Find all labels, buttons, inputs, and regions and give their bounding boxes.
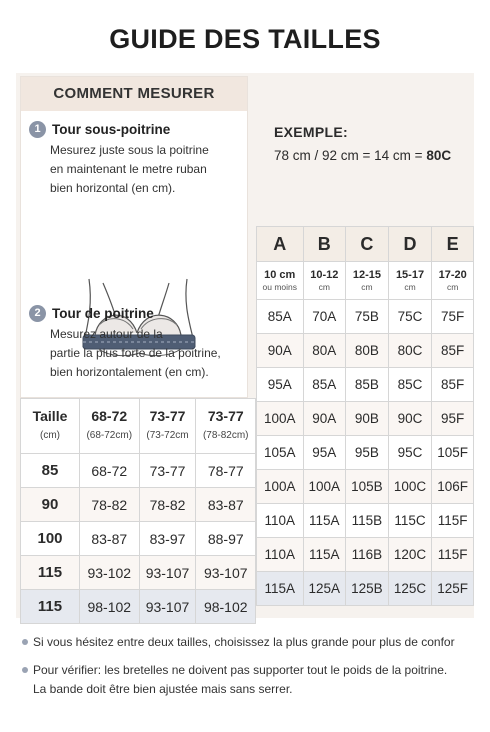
size-cell: 83-97 bbox=[139, 522, 196, 556]
size-cell: 98-102 bbox=[196, 590, 256, 624]
cup-cell: 75F bbox=[432, 300, 474, 334]
step-line: bien horizontalement (en cm). bbox=[50, 365, 209, 379]
step-line: Mesurez autour de la bbox=[50, 327, 163, 341]
cup-cell: 90B bbox=[346, 402, 389, 436]
cup-range-cell: 12-15 cm bbox=[346, 262, 389, 300]
size-header: 73-77 (73-72cm bbox=[139, 399, 196, 454]
cup-range-cell: 17-20 cm bbox=[432, 262, 474, 300]
cup-cell: 110A bbox=[257, 538, 304, 572]
size-cell: 90 bbox=[21, 488, 80, 522]
size-cell: 115 bbox=[21, 556, 80, 590]
size-cell: 78-77 bbox=[196, 454, 256, 488]
table-row bbox=[257, 436, 474, 470]
size-cell: 100 bbox=[21, 522, 80, 556]
table-row bbox=[257, 504, 474, 538]
size-cell: 93-102 bbox=[80, 556, 140, 590]
cup-cell: 95C bbox=[388, 436, 432, 470]
table-row bbox=[21, 522, 256, 556]
size-cell: 85 bbox=[21, 454, 80, 488]
cup-cell: 95B bbox=[346, 436, 389, 470]
size-cell: 93-107 bbox=[196, 556, 256, 590]
cup-header: A bbox=[257, 227, 304, 262]
how-to-measure-box bbox=[20, 76, 248, 398]
cup-cell: 125F bbox=[432, 572, 474, 606]
cup-cell: 80A bbox=[303, 334, 346, 368]
table-row bbox=[21, 556, 256, 590]
cup-cell: 90A bbox=[257, 334, 304, 368]
size-header: 68-72 (68-72cm) bbox=[80, 399, 140, 454]
note-item bbox=[20, 633, 490, 652]
cup-cell: 106F bbox=[432, 470, 474, 504]
example-label: EXEMPLE: bbox=[274, 124, 348, 140]
size-cell: 78-82 bbox=[80, 488, 140, 522]
note-text: La bande doit être bien ajustée mais sans serrer. bbox=[33, 682, 293, 696]
step-text-bust bbox=[50, 325, 244, 382]
table-row bbox=[21, 488, 256, 522]
size-cell: 93-107 bbox=[139, 590, 196, 624]
note-text: Pour vérifier: les bretelles ne doivent pas supporter tout le poids de la poitrine. bbox=[33, 663, 448, 677]
cup-cell: 125A bbox=[303, 572, 346, 606]
cup-cell: 75B bbox=[346, 300, 389, 334]
size-cell: 83-87 bbox=[196, 488, 256, 522]
notes-section bbox=[20, 633, 490, 699]
size-cell: 115 bbox=[21, 590, 80, 624]
cup-cell: 120C bbox=[388, 538, 432, 572]
table-row bbox=[257, 334, 474, 368]
example-calculation bbox=[274, 148, 451, 163]
size-cell: 83-87 bbox=[80, 522, 140, 556]
example-formula: 78 cm / 92 cm = 14 cm = bbox=[274, 148, 427, 163]
table-row bbox=[257, 572, 474, 606]
table-row bbox=[257, 538, 474, 572]
example-result: 80C bbox=[426, 148, 452, 163]
cup-cell: 125C bbox=[388, 572, 432, 606]
cup-cell: 110A bbox=[257, 504, 304, 538]
size-cell: 78-82 bbox=[139, 488, 196, 522]
cup-header-row bbox=[257, 227, 474, 262]
cup-cell: 116B bbox=[346, 538, 389, 572]
cup-header: B bbox=[303, 227, 346, 262]
cup-header: E bbox=[432, 227, 474, 262]
cup-cell: 115A bbox=[257, 572, 304, 606]
cup-range-cell: 15-17 cm bbox=[388, 262, 432, 300]
cup-range-row bbox=[257, 262, 474, 300]
cup-cell: 85B bbox=[346, 368, 389, 402]
step-title-bust: Tour de poitrine bbox=[52, 306, 154, 321]
cup-cell: 105B bbox=[346, 470, 389, 504]
step-line: en maintenant le metre ruban bbox=[50, 162, 207, 176]
cup-header: D bbox=[388, 227, 432, 262]
note-text: Si vous hésitez entre deux tailles, choisissez la plus grande pour plus de confor bbox=[33, 635, 455, 649]
step-number-2: 2 bbox=[29, 305, 46, 322]
cup-cell: 85F bbox=[432, 368, 474, 402]
cup-cell: 80C bbox=[388, 334, 432, 368]
cup-cell: 100C bbox=[388, 470, 432, 504]
page-title: GUIDE DES TAILLES bbox=[109, 24, 381, 54]
table-row bbox=[257, 402, 474, 436]
size-cell: 73-77 bbox=[139, 454, 196, 488]
cup-cell: 95A bbox=[257, 368, 304, 402]
step-text-underbust bbox=[50, 141, 244, 198]
cup-cell: 115C bbox=[388, 504, 432, 538]
table-row bbox=[21, 454, 256, 488]
table-row bbox=[257, 368, 474, 402]
bullet-icon bbox=[22, 639, 28, 645]
cup-cell: 100A bbox=[257, 402, 304, 436]
step-title-underbust: Tour sous-poitrine bbox=[52, 122, 171, 137]
band-size-table bbox=[20, 398, 256, 624]
cup-cell: 80B bbox=[346, 334, 389, 368]
cup-cell: 125B bbox=[346, 572, 389, 606]
cup-cell: 105A bbox=[257, 436, 304, 470]
table-row bbox=[257, 470, 474, 504]
cup-cell: 95A bbox=[303, 436, 346, 470]
cup-cell: 115F bbox=[432, 504, 474, 538]
table-row bbox=[21, 590, 256, 624]
size-header: Taille (cm) bbox=[21, 399, 80, 454]
size-cell: 68-72 bbox=[80, 454, 140, 488]
cup-header: C bbox=[346, 227, 389, 262]
step-line: Mesurez juste sous la poitrine bbox=[50, 143, 209, 157]
table-row bbox=[257, 300, 474, 334]
step-line: partie la plus forte de la poitrine, bbox=[50, 346, 221, 360]
cup-cell: 70A bbox=[303, 300, 346, 334]
cup-cell: 90C bbox=[388, 402, 432, 436]
cup-cell: 85F bbox=[432, 334, 474, 368]
size-cell: 88-97 bbox=[196, 522, 256, 556]
cup-cell: 90A bbox=[303, 402, 346, 436]
step-line: bien horizontal (en cm). bbox=[50, 181, 176, 195]
cup-cell: 85A bbox=[303, 368, 346, 402]
size-header: 73-77 (78-82cm) bbox=[196, 399, 256, 454]
step-underbust bbox=[29, 121, 244, 198]
size-header-row bbox=[21, 399, 256, 454]
cup-size-table bbox=[256, 226, 474, 606]
size-cell: 98-102 bbox=[80, 590, 140, 624]
cup-cell: 100A bbox=[257, 470, 304, 504]
cup-cell: 115A bbox=[303, 504, 346, 538]
cup-cell: 75C bbox=[388, 300, 432, 334]
step-number-1: 1 bbox=[29, 121, 46, 138]
cup-cell: 95F bbox=[432, 402, 474, 436]
cup-cell: 115B bbox=[346, 504, 389, 538]
note-item bbox=[20, 661, 490, 699]
cup-range-cell: 10-12 cm bbox=[303, 262, 346, 300]
how-to-measure-heading: COMMENT MESURER bbox=[21, 77, 247, 111]
cup-cell: 105F bbox=[432, 436, 474, 470]
cup-cell: 115F bbox=[432, 538, 474, 572]
step-bust bbox=[29, 305, 244, 382]
cup-cell: 85A bbox=[257, 300, 304, 334]
size-cell: 93-107 bbox=[139, 556, 196, 590]
cup-cell: 115A bbox=[303, 538, 346, 572]
example-box bbox=[274, 124, 451, 163]
cup-cell: 100A bbox=[303, 470, 346, 504]
cup-range-cell: 10 cm ou moins bbox=[257, 262, 304, 300]
bullet-icon bbox=[22, 667, 28, 673]
cup-cell: 85C bbox=[388, 368, 432, 402]
